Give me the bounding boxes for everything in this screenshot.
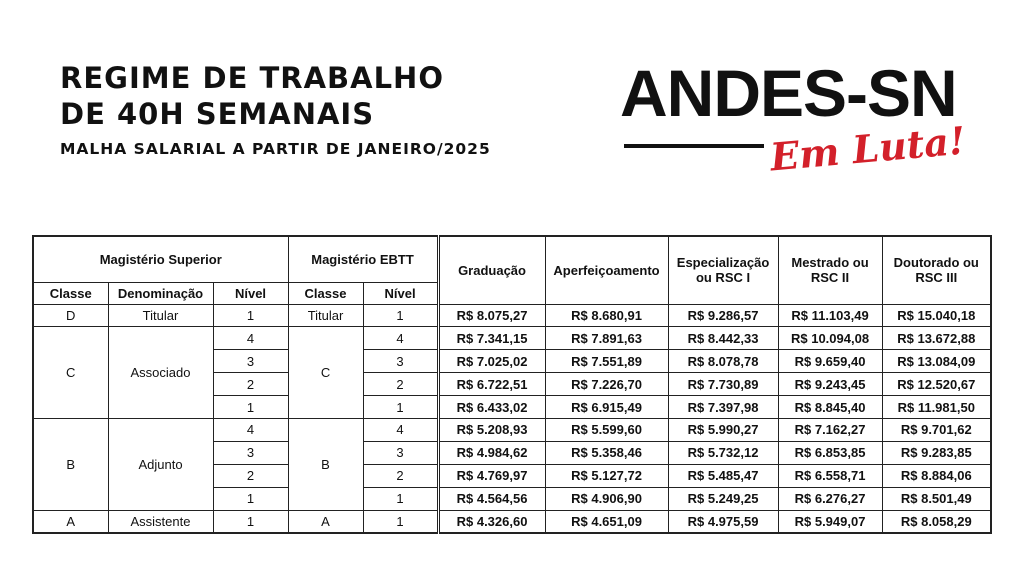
nivel-cell: 1 <box>213 396 288 419</box>
value-especializacao: R$ 5.249,25 <box>668 487 778 510</box>
value-doutorado: R$ 8.058,29 <box>882 510 991 533</box>
nivel-ebtt-cell: 1 <box>363 304 438 327</box>
nivel-ebtt-cell: 1 <box>363 510 438 533</box>
table-row <box>33 327 991 350</box>
value-especializacao: R$ 5.485,47 <box>668 464 778 487</box>
classe-cell: A <box>33 510 108 533</box>
nivel-cell: 3 <box>213 441 288 464</box>
value-aperfeicoamento: R$ 5.358,46 <box>545 441 668 464</box>
doutorado-line-1: Doutorado ou <box>893 255 979 271</box>
salary-table <box>32 235 992 534</box>
value-especializacao: R$ 8.078,78 <box>668 350 778 373</box>
col-header-aperfeicoamento: Aperfeiçoamento <box>545 236 668 304</box>
value-aperfeicoamento: R$ 7.226,70 <box>545 373 668 396</box>
mestrado-line-2: RSC II <box>810 270 850 286</box>
table-row <box>33 418 991 441</box>
value-aperfeicoamento: R$ 5.599,60 <box>545 418 668 441</box>
denominacao-cell: Associado <box>108 327 213 419</box>
title-line-2: DE 40H SEMANAIS <box>60 97 375 131</box>
value-graduacao: R$ 4.564,56 <box>438 487 545 510</box>
value-doutorado: R$ 12.520,67 <box>882 373 991 396</box>
col-header-classe-ebtt: Classe <box>288 282 363 304</box>
value-graduacao: R$ 4.326,60 <box>438 510 545 533</box>
value-aperfeicoamento: R$ 4.651,09 <box>545 510 668 533</box>
value-mestrado: R$ 9.659,40 <box>778 350 882 373</box>
value-mestrado: R$ 7.162,27 <box>778 418 882 441</box>
classe-ebtt-cell: C <box>288 327 363 419</box>
value-graduacao: R$ 4.769,97 <box>438 464 545 487</box>
headline <box>60 60 491 158</box>
logo-underline <box>624 144 764 148</box>
nivel-cell: 3 <box>213 350 288 373</box>
value-especializacao: R$ 4.975,59 <box>668 510 778 533</box>
col-header-denominacao: Denominação <box>108 282 213 304</box>
value-mestrado: R$ 6.558,71 <box>778 464 882 487</box>
nivel-cell: 4 <box>213 418 288 441</box>
nivel-ebtt-cell: 3 <box>363 441 438 464</box>
logo-name: ANDES-SN <box>620 56 957 130</box>
value-graduacao: R$ 7.341,15 <box>438 327 545 350</box>
especializacao-line-1: Especialização <box>676 255 770 271</box>
value-doutorado: R$ 11.981,50 <box>882 396 991 419</box>
logo-tagline: Em Luta! <box>768 117 968 180</box>
nivel-ebtt-cell: 4 <box>363 327 438 350</box>
title-line-1: REGIME DE TRABALHO <box>60 61 444 95</box>
value-graduacao: R$ 8.075,27 <box>438 304 545 327</box>
classe-cell: C <box>33 327 108 419</box>
value-especializacao: R$ 5.990,27 <box>668 418 778 441</box>
value-doutorado: R$ 13.084,09 <box>882 350 991 373</box>
value-mestrado: R$ 6.276,27 <box>778 487 882 510</box>
col-header-nivel: Nível <box>213 282 288 304</box>
col-header-graduacao: Graduação <box>438 236 545 304</box>
table-row <box>33 304 991 327</box>
col-header-nivel-ebtt: Nível <box>363 282 438 304</box>
value-graduacao: R$ 7.025,02 <box>438 350 545 373</box>
value-doutorado: R$ 8.501,49 <box>882 487 991 510</box>
nivel-ebtt-cell: 2 <box>363 373 438 396</box>
classe-cell: B <box>33 418 108 510</box>
value-mestrado: R$ 6.853,85 <box>778 441 882 464</box>
value-doutorado: R$ 8.884,06 <box>882 464 991 487</box>
value-aperfeicoamento: R$ 5.127,72 <box>545 464 668 487</box>
andes-logo <box>620 56 968 188</box>
nivel-cell: 1 <box>213 304 288 327</box>
nivel-ebtt-cell: 1 <box>363 487 438 510</box>
nivel-cell: 1 <box>213 510 288 533</box>
value-aperfeicoamento: R$ 7.891,63 <box>545 327 668 350</box>
value-graduacao: R$ 5.208,93 <box>438 418 545 441</box>
value-especializacao: R$ 8.442,33 <box>668 327 778 350</box>
denominacao-cell: Titular <box>108 304 213 327</box>
classe-ebtt-cell: Titular <box>288 304 363 327</box>
value-especializacao: R$ 7.730,89 <box>668 373 778 396</box>
col-header-especializacao <box>668 236 778 304</box>
classe-cell: D <box>33 304 108 327</box>
value-aperfeicoamento: R$ 6.915,49 <box>545 396 668 419</box>
nivel-ebtt-cell: 2 <box>363 464 438 487</box>
group-header-ebtt: Magistério EBTT <box>288 236 438 282</box>
value-mestrado: R$ 10.094,08 <box>778 327 882 350</box>
nivel-cell: 2 <box>213 464 288 487</box>
value-aperfeicoamento: R$ 7.551,89 <box>545 350 668 373</box>
nivel-ebtt-cell: 1 <box>363 396 438 419</box>
mestrado-line-1: Mestrado ou <box>791 255 869 271</box>
salary-table-container <box>32 235 990 534</box>
value-doutorado: R$ 9.283,85 <box>882 441 991 464</box>
doutorado-line-2: RSC III <box>915 270 958 286</box>
value-doutorado: R$ 9.701,62 <box>882 418 991 441</box>
value-mestrado: R$ 11.103,49 <box>778 304 882 327</box>
nivel-cell: 2 <box>213 373 288 396</box>
col-header-mestrado <box>778 236 882 304</box>
classe-ebtt-cell: A <box>288 510 363 533</box>
classe-ebtt-cell: B <box>288 418 363 510</box>
value-mestrado: R$ 5.949,07 <box>778 510 882 533</box>
value-graduacao: R$ 4.984,62 <box>438 441 545 464</box>
value-especializacao: R$ 9.286,57 <box>668 304 778 327</box>
especializacao-line-2: ou RSC I <box>695 270 751 286</box>
value-aperfeicoamento: R$ 8.680,91 <box>545 304 668 327</box>
value-doutorado: R$ 13.672,88 <box>882 327 991 350</box>
nivel-cell: 4 <box>213 327 288 350</box>
nivel-ebtt-cell: 4 <box>363 418 438 441</box>
value-aperfeicoamento: R$ 4.906,90 <box>545 487 668 510</box>
value-mestrado: R$ 9.243,45 <box>778 373 882 396</box>
value-especializacao: R$ 5.732,12 <box>668 441 778 464</box>
value-doutorado: R$ 15.040,18 <box>882 304 991 327</box>
value-graduacao: R$ 6.433,02 <box>438 396 545 419</box>
group-header-superior: Magistério Superior <box>33 236 288 282</box>
table-row <box>33 510 991 533</box>
value-especializacao: R$ 7.397,98 <box>668 396 778 419</box>
subtitle: MALHA SALARIAL A PARTIR DE JANEIRO/2025 <box>60 140 491 158</box>
denominacao-cell: Assistente <box>108 510 213 533</box>
col-header-classe: Classe <box>33 282 108 304</box>
nivel-cell: 1 <box>213 487 288 510</box>
value-mestrado: R$ 8.845,40 <box>778 396 882 419</box>
col-header-doutorado <box>882 236 991 304</box>
nivel-ebtt-cell: 3 <box>363 350 438 373</box>
value-graduacao: R$ 6.722,51 <box>438 373 545 396</box>
denominacao-cell: Adjunto <box>108 418 213 510</box>
